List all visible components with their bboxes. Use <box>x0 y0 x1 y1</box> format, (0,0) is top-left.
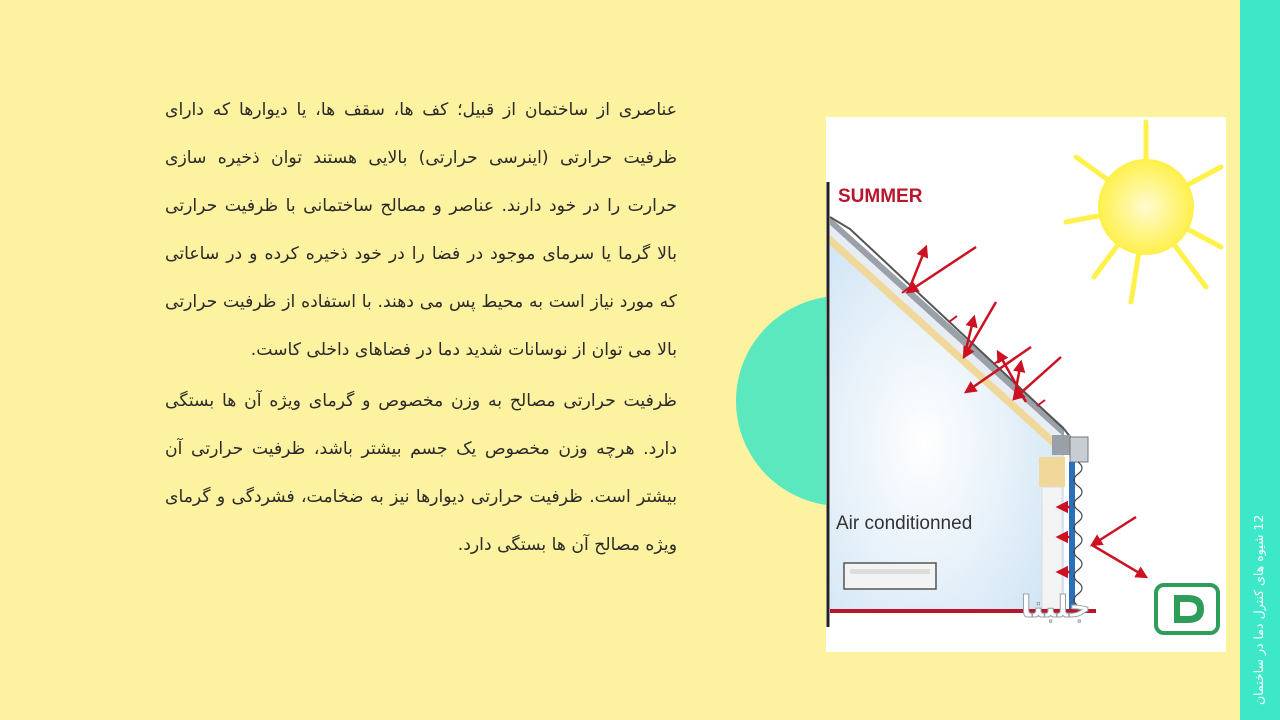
air-conditioned-label: Air conditionned <box>836 513 973 534</box>
summer-label: SUMMER <box>838 186 923 207</box>
house-section-diagram <box>826 117 1226 652</box>
paragraph-2: ظرفیت حرارتی مصالح به وزن مخصوص و گرمای ویژه آن ها بستگی دارد. هرچه وزن مخصوص یک جسم بیشتر باشد، ظرفیت حرارتی آن بیشتر است. ظرفیت حرارتی دیوارها نیز به ضخامت، فشردگی و گرمای ویژه مصالح آن ها بستگی دارد. <box>165 391 677 555</box>
sidebar-title <box>1251 515 1266 705</box>
thermal-mass-illustration <box>826 117 1226 652</box>
section-title: شیوه های کنترل دما در ساختمان <box>1251 534 1266 705</box>
logo-icon <box>1156 585 1218 633</box>
sun-icon <box>1066 122 1221 302</box>
paragraph-1: عناصری از ساختمان از قبیل؛ کف ها، سقف ها، یا دیوارها که دارای ظرفیت حرارتی (اینرسی حرارتی) بالایی هستند توان ذخیره سازی حرارت را در خود دارند. عناصر و مصالح ساختمانی با ظرفیت حرارتی بالا گرما یا سرمای موجود در فضا را در خود ذخیره کرده و در ساعاتی که مورد نیاز است به محیط پس می دهند. با استفاده از ظرفیت حرارتی بالا می توان از نوسانات شدید دما در فضاهای داخلی کاست. <box>165 100 677 360</box>
page-number: 12 <box>1251 514 1266 531</box>
radiator-icon <box>844 563 936 589</box>
watermark-text: جلبنا <box>1021 590 1091 625</box>
main-text-block <box>165 86 677 572</box>
